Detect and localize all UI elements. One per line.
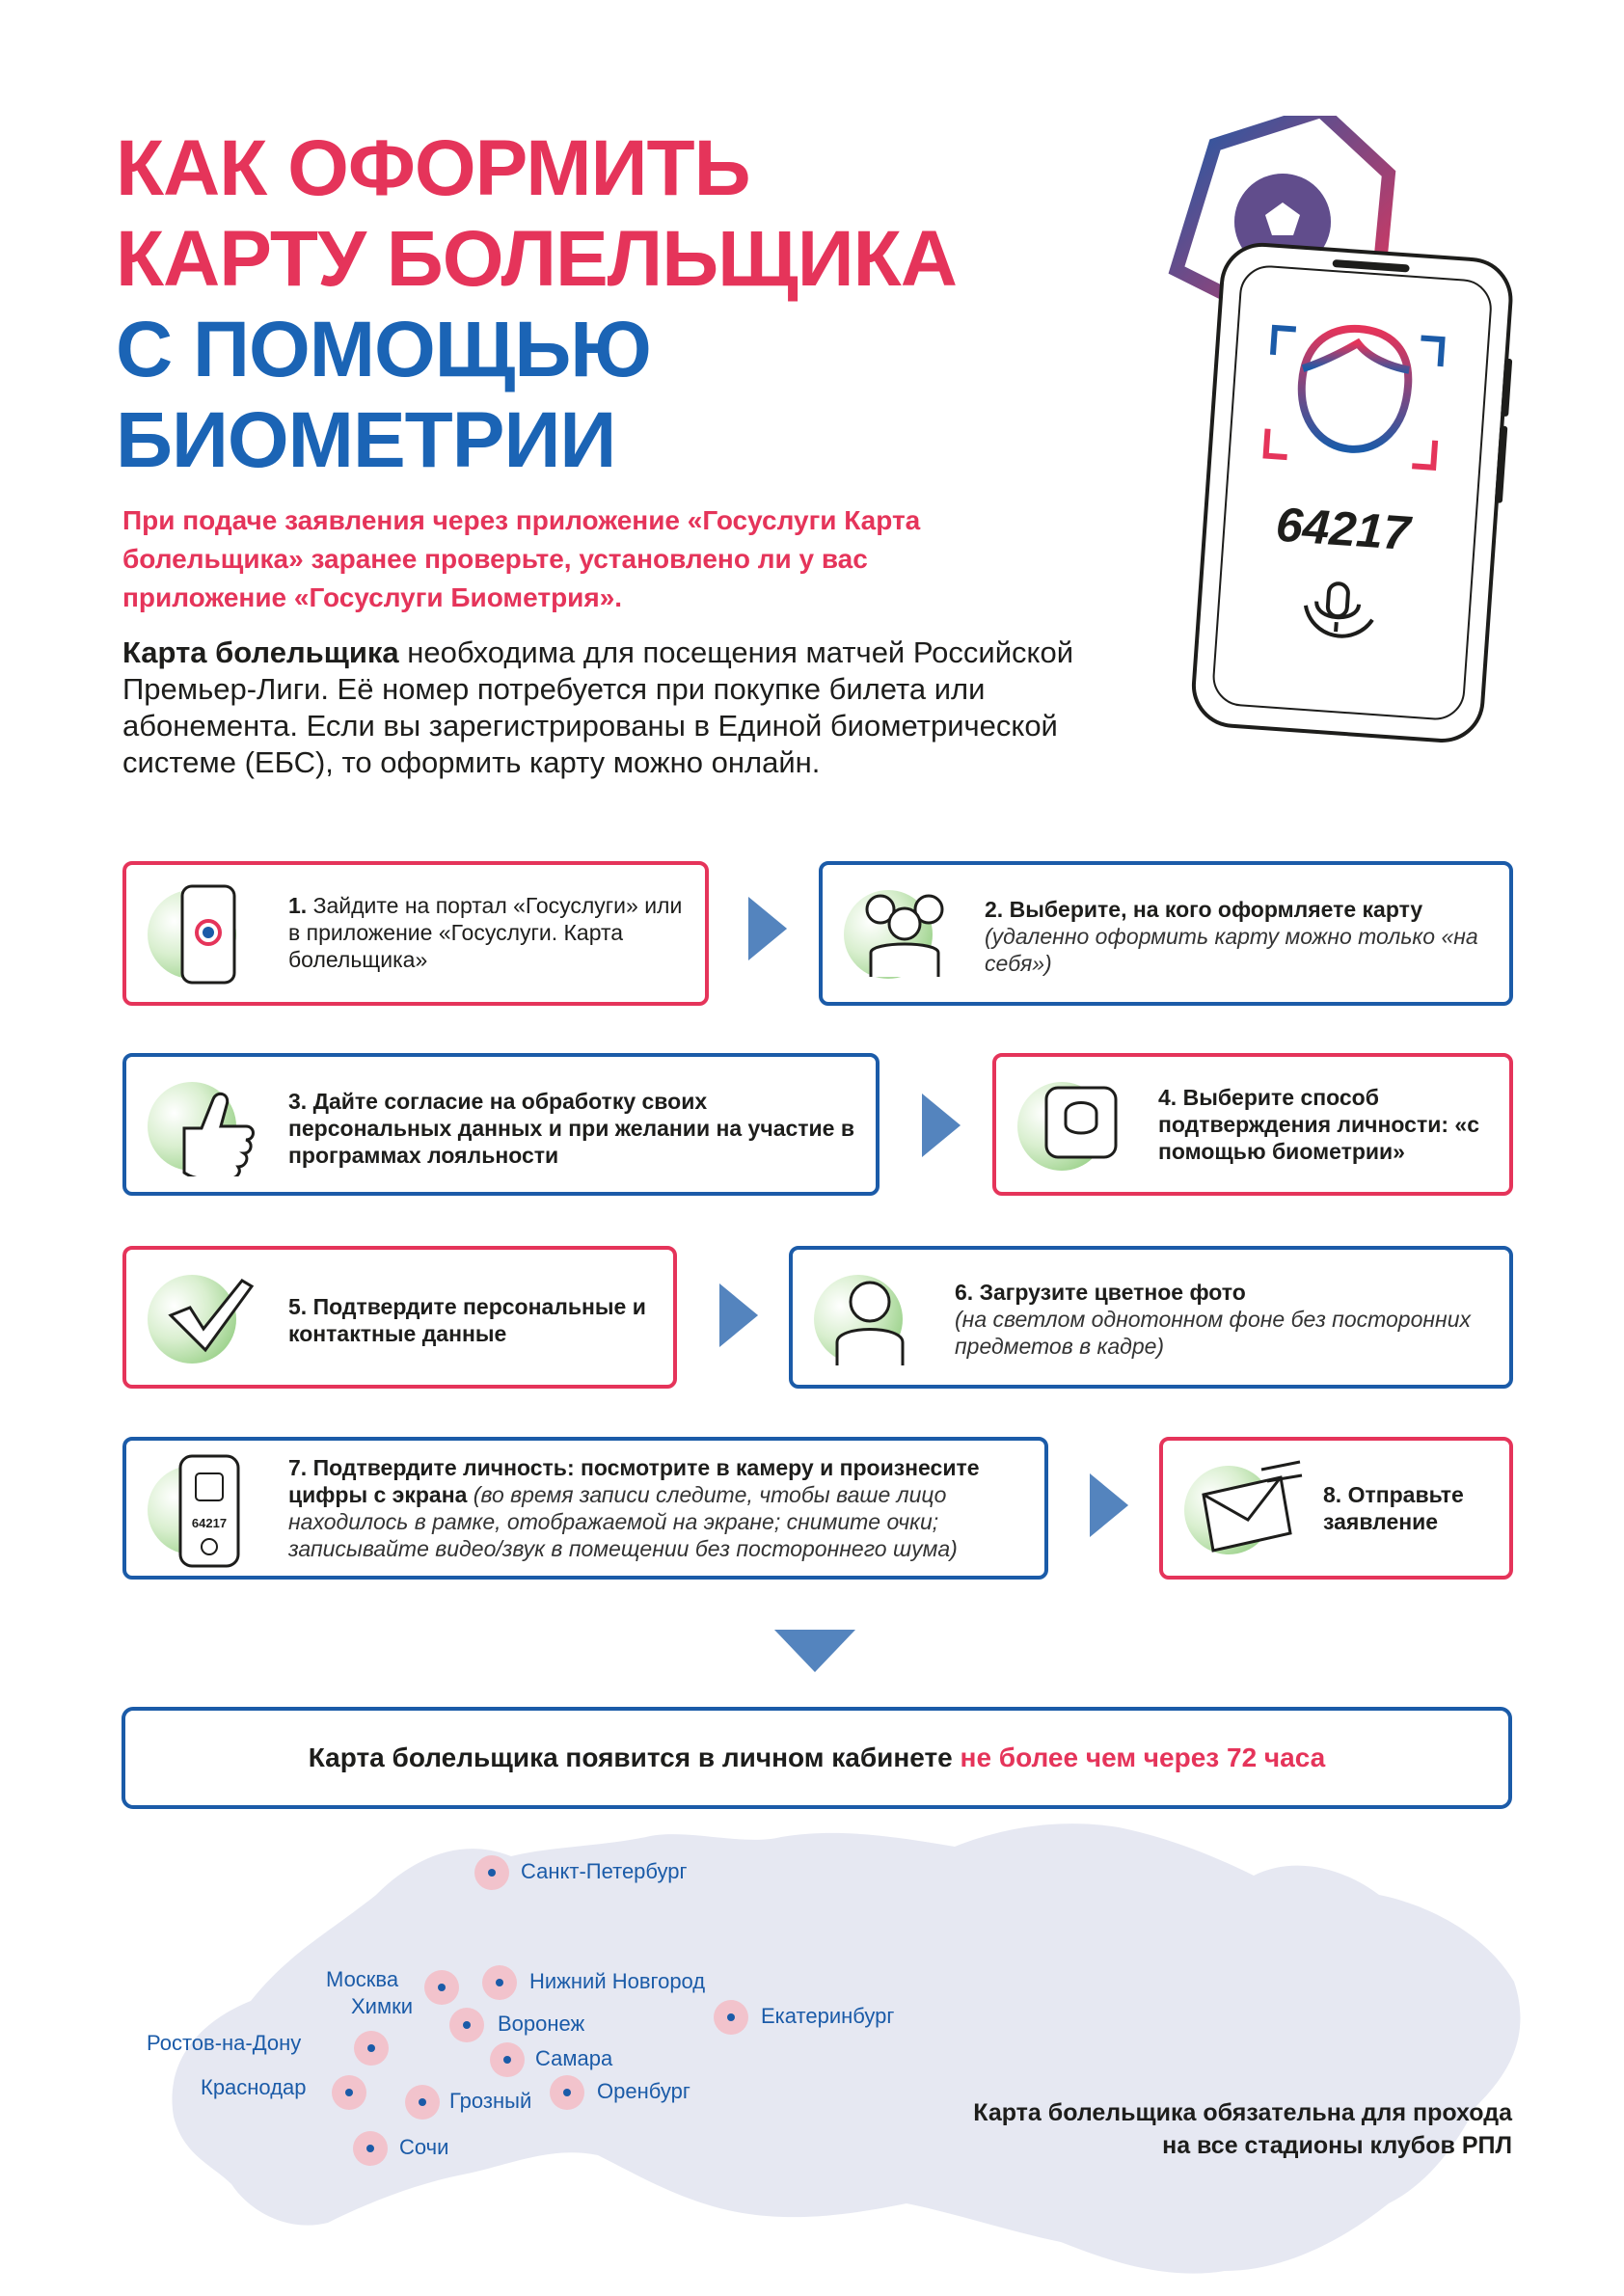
city-label: Воронеж (498, 2012, 585, 2036)
step-6-note: (на светлом однотонном фоне без посторонних предметов в кадре) (955, 1307, 1471, 1359)
city-marker (714, 2000, 748, 2035)
step-2-num: 2. (985, 897, 1004, 922)
person-photo-icon (822, 1263, 918, 1369)
step-card-6 (789, 1246, 1513, 1389)
phone-verify-icon (171, 1452, 248, 1570)
city-marker (449, 2008, 484, 2042)
city-marker (550, 2075, 584, 2110)
city-label: Нижний Новгород (529, 1969, 706, 1993)
city-marker (353, 2131, 388, 2166)
step-7-text (288, 1454, 1041, 1562)
step-6-num: 6. (955, 1280, 974, 1305)
step-card-7 (122, 1437, 1048, 1580)
city-label: Самара (535, 2046, 613, 2070)
chevron-right-icon (748, 897, 787, 960)
step-4-label: Выберите способ подтверждения личности: «с помощью биометрии» (1158, 1085, 1479, 1164)
step-2-label: Выберите, на кого оформляете карту (1009, 897, 1423, 922)
checkmark-icon (161, 1267, 257, 1364)
chevron-right-icon (719, 1283, 758, 1347)
title-line-3: С ПОМОЩЬЮ (116, 306, 651, 393)
step-3-text (288, 1088, 857, 1169)
step-2-text (985, 896, 1486, 977)
result-banner (122, 1707, 1512, 1809)
envelope-icon (1184, 1460, 1310, 1556)
chevron-down-icon (774, 1630, 855, 1672)
step-8-label: Отправьте заявление (1323, 1482, 1464, 1534)
city-label: Оренбург (597, 2079, 690, 2103)
city-marker (405, 2085, 440, 2120)
phone-illustration (1099, 116, 1543, 752)
intro-body-bold: Карта болельщика (122, 635, 399, 669)
group-people-icon (852, 880, 958, 986)
city-marker (354, 2031, 389, 2066)
city-label: Химки (351, 1994, 414, 2018)
intro-body (122, 635, 1116, 781)
step-4-num: 4. (1158, 1085, 1177, 1110)
page-title (116, 123, 957, 486)
chevron-right-icon (922, 1094, 961, 1157)
city-label: Санкт-Петербург (521, 1859, 688, 1883)
step-5-label: Подтвердите персональные и контактные данные (288, 1294, 646, 1346)
title-line-4: БИОМЕТРИИ (116, 396, 616, 484)
step-4-text (1158, 1084, 1505, 1165)
city-label: Москва (326, 1967, 399, 1991)
step-5-num: 5. (288, 1294, 308, 1319)
step-6-label: Загрузите цветное фото (979, 1280, 1246, 1305)
intro-body-text: необходима для посещения матчей Российской Премьер-Лиги. Её номер потребуется при покупке билета или абонемента. Если вы зарегистрированы в Единой биометрической системе (ЕБС), то оформить карту можно онлайн. (122, 635, 1074, 779)
step-card-5 (122, 1246, 677, 1389)
step-3-label: Дайте согласие на обработку своих персональных данных и при желании на участие в программах лояльности (288, 1089, 855, 1168)
step-1-num: 1. (288, 893, 308, 918)
result-text: Карта болельщика появится в личном кабинете (308, 1742, 961, 1772)
smartphone-icon (175, 882, 242, 988)
city-marker (424, 1970, 459, 2005)
city-label: Грозный (449, 2089, 532, 2113)
city-marker (332, 2075, 366, 2110)
city-label: Екатеринбург (761, 2004, 895, 2028)
city-label: Сочи (399, 2135, 449, 2159)
step-card-2 (819, 861, 1513, 1006)
city-marker (474, 1855, 509, 1890)
step-7-num: 7. (288, 1455, 308, 1480)
step-5-text (288, 1293, 664, 1347)
step-card-4 (992, 1053, 1513, 1196)
step-8-text (1323, 1481, 1497, 1535)
city-label: Краснодар (201, 2075, 307, 2099)
phone-code: 64217 (1274, 497, 1412, 561)
city-marker (482, 1965, 517, 2000)
step-7-phone-code: 64217 (191, 1516, 228, 1530)
chevron-right-icon (1090, 1473, 1128, 1537)
step-card-8 (1159, 1437, 1513, 1580)
step-1-label: Зайдите на портал «Госуслуги» или в приложение «Госуслуги. Карта болельщика» (288, 893, 683, 972)
title-line-1: КАК ОФОРМИТЬ (116, 124, 750, 212)
thumbs-up-icon (165, 1070, 261, 1176)
face-id-icon (1033, 1074, 1129, 1171)
step-8-num: 8. (1323, 1482, 1342, 1507)
footer-note (973, 2096, 1512, 2162)
city-marker (490, 2042, 525, 2077)
step-3-num: 3. (288, 1089, 308, 1114)
step-card-1 (122, 861, 709, 1006)
title-line-2: КАРТУ БОЛЕЛЬЩИКА (116, 215, 957, 303)
footer-note-line-1: Карта болельщика обязательна для прохода (973, 2099, 1512, 2126)
step-card-3 (122, 1053, 880, 1196)
city-label: Ростов-на-Дону (147, 2031, 302, 2055)
intro-warning: При подаче заявления через приложение «Госуслуги Карта болельщика» заранее проверьте, установлено ли у вас приложение «Госуслуги Биометрия». (122, 505, 921, 612)
footer-note-line-2: на все стадионы клубов РПЛ (1162, 2132, 1512, 2159)
step-2-note: (удаленно оформить карту можно только «на себя») (985, 924, 1478, 976)
step-7-note: (во время записи следите, чтобы ваше лицо находилось в рамке, отображаемой на экране; снимите очки; записывайте видео/звук в помещении без постороннего шума) (288, 1482, 958, 1561)
result-highlight: не более чем через 72 часа (960, 1742, 1326, 1772)
step-1-text (288, 892, 693, 973)
step-7-label: Подтвердите личность: посмотрите в камеру и произнесите цифры с экрана (288, 1455, 980, 1507)
step-6-text (955, 1279, 1495, 1360)
